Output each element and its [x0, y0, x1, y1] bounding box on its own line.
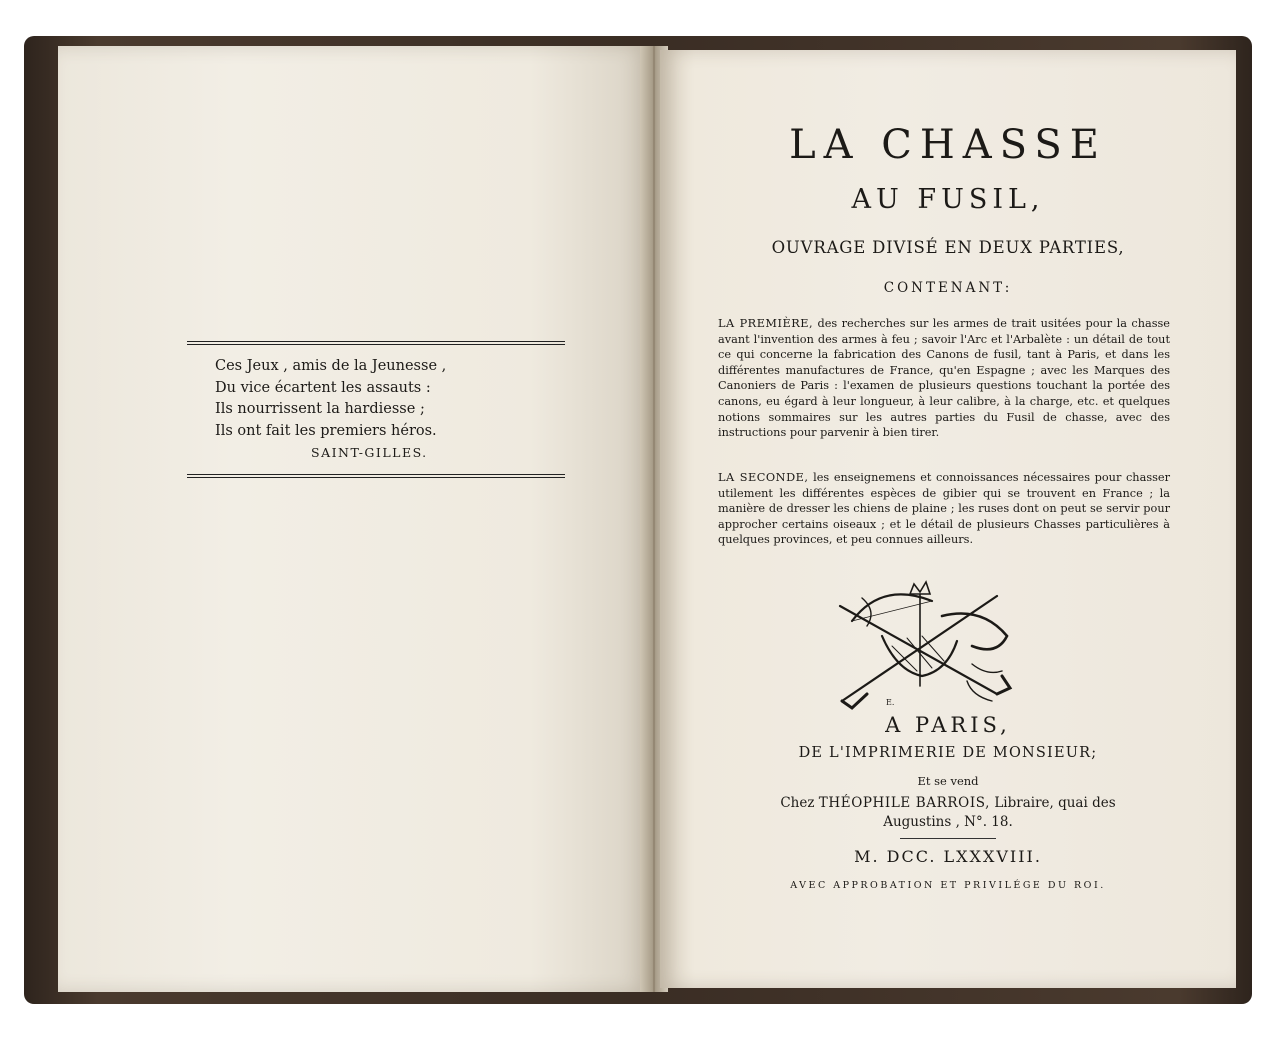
title-line-2: AU FUSIL, [851, 184, 1045, 215]
bookseller-address-2: Augustins , N°. 18. [883, 814, 1013, 830]
imprint-rule [900, 838, 996, 839]
imprint-bookseller [660, 794, 1236, 832]
publication-year: M. DCC. LXXXVIII. [854, 847, 1042, 866]
title-line-1: LA CHASSE [789, 122, 1107, 168]
part-one-paragraph [718, 316, 1170, 441]
verse-line: Ils nourrissent la hardiesse ; [215, 401, 425, 417]
part-two-text: les enseignemens et connoissances nécessaires pour chasser utilement les différentes espèces de gibier qui se trouvent en France ; la manière de dresser les chiens de plaine ; les ruses dont on peut se servir pour approcher certains oiseaux ; et le détail de plusieurs Chasses particulières à quelques provinces, et peu connues ailleurs. [718, 471, 1171, 547]
imprint-city: A PARIS, [885, 713, 1011, 737]
part-two-paragraph [718, 470, 1170, 548]
hunting-trophy-ornament-icon [822, 576, 1018, 712]
privilege-line: AVEC APPROBATION ET PRIVILÉGE DU ROI. [790, 880, 1106, 891]
epigraph [187, 341, 565, 478]
ornament-initial: E. [886, 698, 895, 707]
epigraph-verse [187, 345, 565, 474]
left-page [58, 46, 648, 992]
verse-line: Ils ont fait les premiers héros. [215, 422, 437, 439]
part-two-lead: LA SECONDE, [718, 471, 809, 484]
imprint-printer: DE L'IMPRIMERIE DE MONSIEUR; [798, 745, 1098, 761]
bookseller-name: THÉOPHILE BARROIS, [818, 795, 991, 811]
contents-heading: CONTENANT: [883, 280, 1013, 296]
verse-line: Du vice écartent les assauts : [215, 379, 431, 396]
epigraph-author: SAINT-GILLES. [311, 445, 428, 460]
imprint-sold: Et se vend [917, 774, 979, 788]
part-one-lead: LA PREMIÈRE, [718, 317, 814, 330]
imprint-chez: Chez [780, 795, 815, 811]
part-one-text: des recherches sur les armes de trait usitées pour la chasse avant l'invention des armes à feu ; savoir l'Arc et l'Arbalète : un détail de tout ce qui concerne la fabrication des Canons de fusil, tant à Paris, et dans les différentes manufactures de France, qu'en Espagne ; avec les Marques des Canoniers de Paris : l'examen de plusieurs questions touchant la portée des canons, eu égard à leur longueur, à leur calibre, à la charge, etc. et quelques notions sommaires sur les autres parties du Fusil de chasse, avec des instructions pour parvenir à bien tirer. [718, 317, 1170, 440]
epigraph-bottom-rule [187, 474, 565, 478]
subtitle: OUVRAGE DIVISÉ EN DEUX PARTIES, [771, 238, 1125, 257]
bookseller-address-1: Libraire, quai des [994, 795, 1116, 811]
verse-line: Ces Jeux , amis de la Jeunesse , [215, 358, 447, 374]
right-page [660, 50, 1236, 988]
